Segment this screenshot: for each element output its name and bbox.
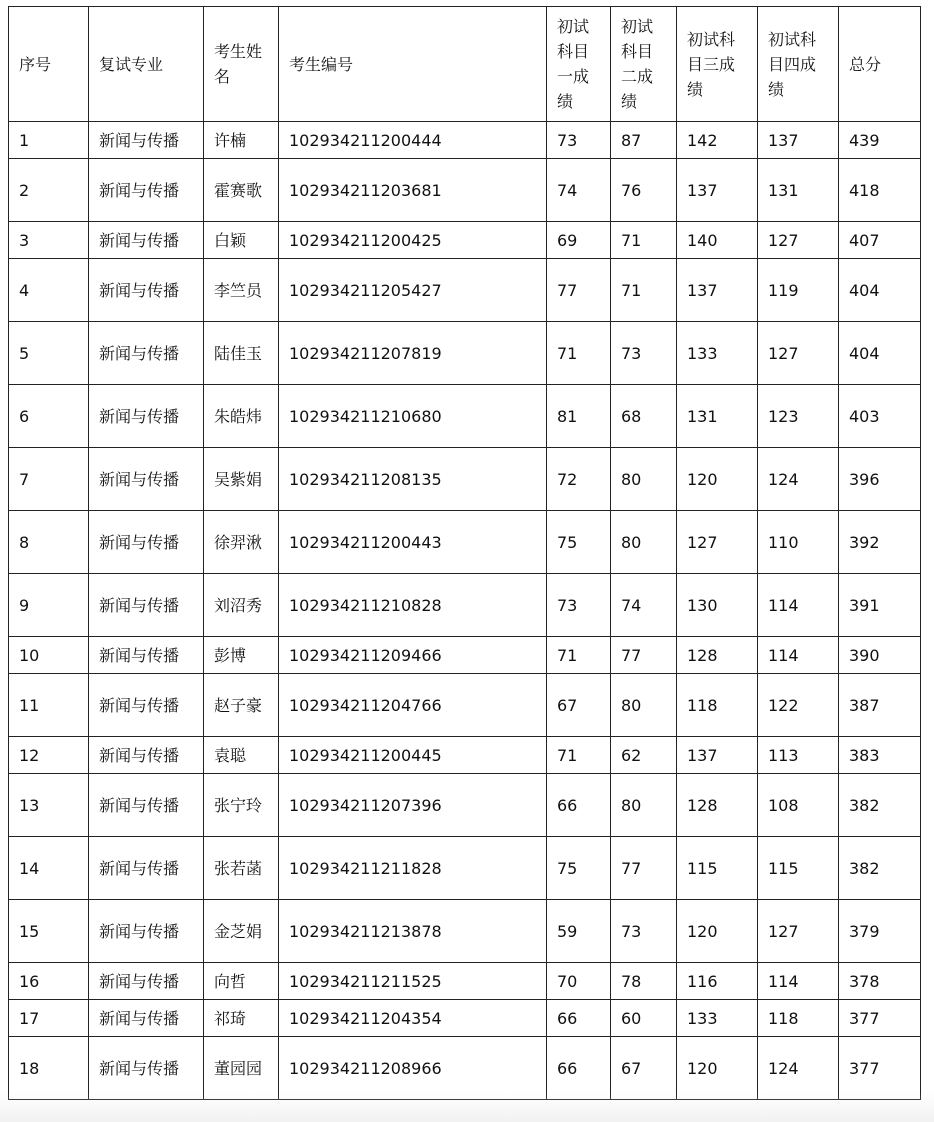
cell-retest-major: 新闻与传播 [89,122,204,159]
cell-candidate-id: 102934211211828 [279,837,547,900]
table-row [9,222,921,259]
cell-total-score: 404 [839,259,921,322]
header-candidate-name: 考生姓名 [204,7,279,122]
cell-subject-three-score: 142 [677,122,758,159]
table-row [9,737,921,774]
cell-serial-number: 16 [9,963,89,1000]
cell-candidate-name: 陆佳玉 [204,322,279,385]
table-row [9,963,921,1000]
cell-candidate-name: 李竺员 [204,259,279,322]
cell-subject-one-score: 71 [547,637,611,674]
cell-candidate-name: 朱皓炜 [204,385,279,448]
cell-subject-two-score: 77 [611,837,677,900]
cell-retest-major: 新闻与传播 [89,222,204,259]
cell-serial-number: 12 [9,737,89,774]
cell-total-score: 392 [839,511,921,574]
cell-candidate-id: 102934211203681 [279,159,547,222]
cell-serial-number: 7 [9,448,89,511]
cell-subject-three-score: 137 [677,159,758,222]
cell-candidate-name: 白颖 [204,222,279,259]
cell-subject-three-score: 140 [677,222,758,259]
cell-serial-number: 9 [9,574,89,637]
cell-candidate-name: 董园园 [204,1037,279,1100]
cell-subject-four-score: 114 [758,963,839,1000]
table-row [9,774,921,837]
cell-serial-number: 4 [9,259,89,322]
cell-subject-one-score: 66 [547,1037,611,1100]
cell-candidate-id: 102934211207396 [279,774,547,837]
cell-retest-major: 新闻与传播 [89,963,204,1000]
cell-subject-one-score: 77 [547,259,611,322]
cell-retest-major: 新闻与传播 [89,837,204,900]
cell-subject-four-score: 108 [758,774,839,837]
cell-subject-two-score: 77 [611,637,677,674]
cell-total-score: 378 [839,963,921,1000]
cell-subject-four-score: 118 [758,1000,839,1037]
cell-subject-three-score: 128 [677,637,758,674]
cell-subject-three-score: 127 [677,511,758,574]
cell-candidate-id: 102934211200445 [279,737,547,774]
table-row [9,574,921,637]
cell-total-score: 383 [839,737,921,774]
cell-subject-two-score: 71 [611,259,677,322]
table-row [9,837,921,900]
cell-candidate-id: 102934211207819 [279,322,547,385]
cell-subject-one-score: 67 [547,674,611,737]
cell-retest-major: 新闻与传播 [89,259,204,322]
cell-serial-number: 14 [9,837,89,900]
cell-candidate-name: 袁聪 [204,737,279,774]
cell-serial-number: 15 [9,900,89,963]
table-row [9,674,921,737]
cell-candidate-name: 祁琦 [204,1000,279,1037]
cell-subject-four-score: 113 [758,737,839,774]
cell-retest-major: 新闻与传播 [89,900,204,963]
cell-candidate-id: 102934211200443 [279,511,547,574]
cell-serial-number: 18 [9,1037,89,1100]
cell-subject-two-score: 71 [611,222,677,259]
table-body [9,122,921,1100]
cell-subject-one-score: 73 [547,122,611,159]
cell-candidate-id: 102934211208966 [279,1037,547,1100]
cell-subject-two-score: 73 [611,322,677,385]
cell-subject-two-score: 62 [611,737,677,774]
cell-total-score: 379 [839,900,921,963]
cell-retest-major: 新闻与传播 [89,385,204,448]
table-row [9,448,921,511]
table-row [9,511,921,574]
cell-subject-one-score: 73 [547,574,611,637]
cell-subject-four-score: 124 [758,1037,839,1100]
header-row [9,7,921,122]
cell-serial-number: 11 [9,674,89,737]
cell-total-score: 377 [839,1000,921,1037]
cell-subject-one-score: 75 [547,837,611,900]
cell-retest-major: 新闻与传播 [89,448,204,511]
cell-subject-four-score: 127 [758,900,839,963]
cell-candidate-name: 刘沼秀 [204,574,279,637]
cell-serial-number: 1 [9,122,89,159]
cell-candidate-id: 102934211209466 [279,637,547,674]
cell-subject-three-score: 131 [677,385,758,448]
cell-total-score: 404 [839,322,921,385]
cell-subject-two-score: 80 [611,674,677,737]
cell-candidate-name: 向哲 [204,963,279,1000]
cell-subject-three-score: 130 [677,574,758,637]
cell-subject-four-score: 127 [758,222,839,259]
cell-total-score: 382 [839,837,921,900]
cell-subject-one-score: 66 [547,774,611,837]
cell-serial-number: 5 [9,322,89,385]
score-table [8,6,921,1100]
cell-candidate-id: 102934211205427 [279,259,547,322]
cell-retest-major: 新闻与传播 [89,637,204,674]
cell-candidate-id: 102934211200425 [279,222,547,259]
cell-candidate-id: 102934211200444 [279,122,547,159]
cell-subject-three-score: 118 [677,674,758,737]
cell-subject-two-score: 60 [611,1000,677,1037]
cell-subject-four-score: 119 [758,259,839,322]
header-subject-four-score: 初试科目四成绩 [758,7,839,122]
cell-subject-two-score: 73 [611,900,677,963]
cell-total-score: 418 [839,159,921,222]
cell-subject-three-score: 115 [677,837,758,900]
cell-retest-major: 新闻与传播 [89,737,204,774]
header-total-score: 总分 [839,7,921,122]
cell-subject-two-score: 80 [611,448,677,511]
cell-subject-four-score: 124 [758,448,839,511]
header-subject-one-score: 初试科目一成绩 [547,7,611,122]
cell-total-score: 403 [839,385,921,448]
cell-subject-one-score: 59 [547,900,611,963]
cell-candidate-name: 霍赛歌 [204,159,279,222]
cell-candidate-name: 徐羿湫 [204,511,279,574]
cell-subject-two-score: 80 [611,774,677,837]
cell-subject-one-score: 72 [547,448,611,511]
header-retest-major: 复试专业 [89,7,204,122]
cell-subject-two-score: 87 [611,122,677,159]
cell-total-score: 407 [839,222,921,259]
cell-total-score: 387 [839,674,921,737]
cell-retest-major: 新闻与传播 [89,674,204,737]
table-row [9,1000,921,1037]
cell-retest-major: 新闻与传播 [89,574,204,637]
table-row [9,900,921,963]
cell-retest-major: 新闻与传播 [89,1037,204,1100]
cell-candidate-id: 102934211213878 [279,900,547,963]
cell-candidate-name: 金芝娟 [204,900,279,963]
cell-retest-major: 新闻与传播 [89,322,204,385]
cell-subject-two-score: 80 [611,511,677,574]
header-subject-two-score: 初试科目二成绩 [611,7,677,122]
cell-candidate-id: 102934211211525 [279,963,547,1000]
cell-retest-major: 新闻与传播 [89,159,204,222]
cell-serial-number: 10 [9,637,89,674]
cell-subject-four-score: 127 [758,322,839,385]
cell-subject-three-score: 137 [677,737,758,774]
table-row [9,637,921,674]
cell-subject-four-score: 131 [758,159,839,222]
cell-candidate-name: 许楠 [204,122,279,159]
cell-subject-two-score: 78 [611,963,677,1000]
cell-subject-one-score: 71 [547,737,611,774]
cell-subject-four-score: 123 [758,385,839,448]
cell-retest-major: 新闻与传播 [89,1000,204,1037]
cell-serial-number: 6 [9,385,89,448]
cell-subject-three-score: 133 [677,1000,758,1037]
cell-total-score: 439 [839,122,921,159]
cell-subject-three-score: 128 [677,774,758,837]
cell-total-score: 390 [839,637,921,674]
cell-subject-three-score: 137 [677,259,758,322]
cell-subject-two-score: 68 [611,385,677,448]
cell-candidate-name: 张若菡 [204,837,279,900]
cell-subject-four-score: 115 [758,837,839,900]
cell-candidate-name: 彭博 [204,637,279,674]
cell-subject-three-score: 116 [677,963,758,1000]
cell-candidate-id: 102934211210828 [279,574,547,637]
table-row [9,159,921,222]
table-header [9,7,921,122]
cell-subject-one-score: 70 [547,963,611,1000]
cell-subject-two-score: 67 [611,1037,677,1100]
cell-serial-number: 3 [9,222,89,259]
cell-candidate-name: 张宁玲 [204,774,279,837]
cell-subject-one-score: 75 [547,511,611,574]
cell-total-score: 391 [839,574,921,637]
table-row [9,259,921,322]
cell-subject-one-score: 81 [547,385,611,448]
cell-candidate-id: 102934211208135 [279,448,547,511]
table-row [9,385,921,448]
cell-subject-two-score: 74 [611,574,677,637]
cell-retest-major: 新闻与传播 [89,774,204,837]
cell-subject-four-score: 137 [758,122,839,159]
cell-candidate-name: 吴紫娟 [204,448,279,511]
cell-serial-number: 2 [9,159,89,222]
cell-total-score: 377 [839,1037,921,1100]
table-row [9,1037,921,1100]
header-candidate-id: 考生编号 [279,7,547,122]
cell-subject-four-score: 122 [758,674,839,737]
cell-candidate-id: 102934211204766 [279,674,547,737]
cell-subject-four-score: 114 [758,574,839,637]
cell-subject-one-score: 71 [547,322,611,385]
cell-subject-one-score: 74 [547,159,611,222]
cell-serial-number: 8 [9,511,89,574]
cell-subject-three-score: 120 [677,448,758,511]
cell-candidate-id: 102934211210680 [279,385,547,448]
cell-total-score: 382 [839,774,921,837]
cell-subject-four-score: 114 [758,637,839,674]
cell-subject-three-score: 133 [677,322,758,385]
header-subject-three-score: 初试科目三成绩 [677,7,758,122]
cell-candidate-id: 102934211204354 [279,1000,547,1037]
cell-subject-two-score: 76 [611,159,677,222]
cell-total-score: 396 [839,448,921,511]
table-row [9,122,921,159]
header-serial-number: 序号 [9,7,89,122]
table-row [9,322,921,385]
cell-serial-number: 13 [9,774,89,837]
cell-subject-three-score: 120 [677,900,758,963]
cell-candidate-name: 赵子豪 [204,674,279,737]
cell-subject-four-score: 110 [758,511,839,574]
cell-subject-one-score: 66 [547,1000,611,1037]
cell-subject-one-score: 69 [547,222,611,259]
cell-retest-major: 新闻与传播 [89,511,204,574]
cell-subject-three-score: 120 [677,1037,758,1100]
cell-serial-number: 17 [9,1000,89,1037]
